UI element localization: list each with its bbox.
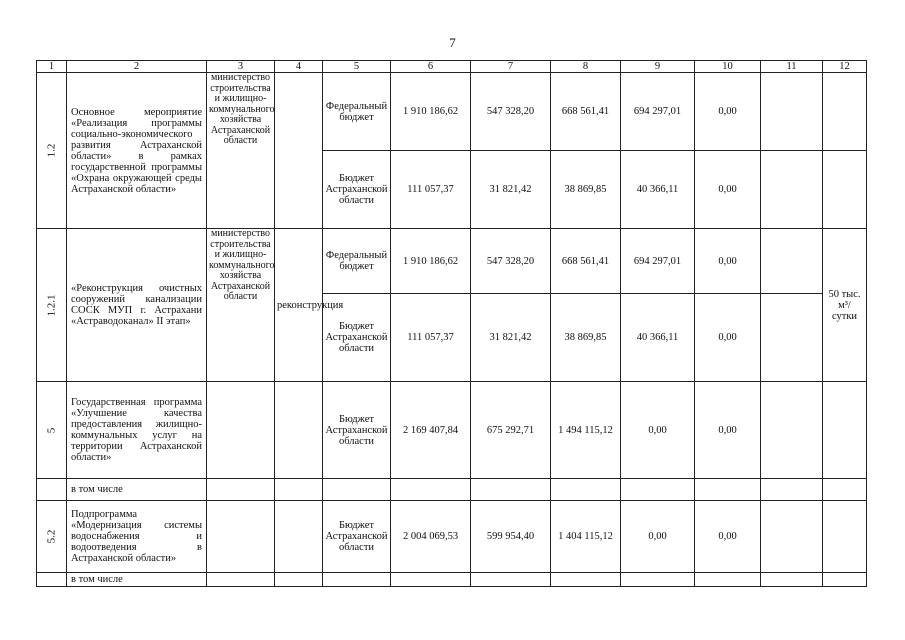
value-cell: 0,00: [695, 294, 761, 382]
empty-cell: [823, 573, 867, 587]
empty-cell: [761, 294, 823, 382]
table-row: [37, 573, 867, 587]
header-row: [37, 61, 867, 73]
empty-cell: [207, 573, 275, 587]
value-cell: 0,00: [695, 229, 761, 294]
row-code-cell: [37, 501, 67, 573]
funding-source: Бюджет Астраханской области: [323, 501, 391, 573]
value-cell: 2 169 407,84: [391, 382, 471, 479]
row-name: Подпрограмма «Модернизация системы водоснабжения и водоотведения в Астраханской области»: [67, 501, 207, 573]
header-cell: 7: [471, 61, 551, 73]
row-code: 5: [45, 427, 57, 433]
empty-cell: [37, 573, 67, 587]
empty-cell: [551, 479, 621, 501]
value-cell: 40 366,11: [621, 151, 695, 229]
funding-source: Бюджет Астраханской области: [323, 382, 391, 479]
empty-cell: [275, 382, 323, 479]
empty-cell: [761, 73, 823, 151]
page-number: 7: [449, 35, 456, 50]
value-cell: 668 561,41: [551, 229, 621, 294]
empty-cell: [761, 479, 823, 501]
value-cell: 1 910 186,62: [391, 229, 471, 294]
value-cell: 694 297,01: [621, 229, 695, 294]
work-type: реконструкция: [275, 229, 323, 382]
empty-cell: [761, 151, 823, 229]
header-cell: 2: [67, 61, 207, 73]
including-label: в том числе: [67, 479, 207, 501]
funding-source: Федеральный бюджет: [323, 73, 391, 151]
header-cell: 5: [323, 61, 391, 73]
row-executor: министерство строительства и жилищно-коммунального хозяйства Астраханской области: [207, 229, 275, 382]
value-cell: 0,00: [621, 382, 695, 479]
value-cell: 1 404 115,12: [551, 501, 621, 573]
header-cell: 1: [37, 61, 67, 73]
row-code-cell: [37, 382, 67, 479]
row-name: «Реконструкция очистных сооружений канализации СОСК МУП г. Астрахани «Астраводоканал» II этап»: [67, 229, 207, 382]
empty-cell: [275, 479, 323, 501]
table-row: [37, 479, 867, 501]
value-cell: 694 297,01: [621, 73, 695, 151]
value-cell: 599 954,40: [471, 501, 551, 573]
empty-cell: [823, 501, 867, 573]
empty-cell: [823, 73, 867, 151]
value-cell: 547 328,20: [471, 73, 551, 151]
value-cell: 675 292,71: [471, 382, 551, 479]
empty-cell: [323, 479, 391, 501]
value-cell: 111 057,37: [391, 294, 471, 382]
value-cell: 111 057,37: [391, 151, 471, 229]
empty-cell: [823, 382, 867, 479]
value-cell: 40 366,11: [621, 294, 695, 382]
table-row: [37, 501, 867, 573]
empty-cell: [207, 501, 275, 573]
row-name: Основное мероприятие «Реализация программы социально-экономического развития Астраханской области» в рамках государственной программы «Охрана окружающей среды Астраханской области»: [67, 73, 207, 229]
empty-cell: [621, 479, 695, 501]
empty-cell: [207, 382, 275, 479]
row-name: Государственная программа «Улучшение качества предоставления жилищно-коммунальных услуг на территории Астраханской области»: [67, 382, 207, 479]
empty-cell: [323, 573, 391, 587]
empty-cell: [391, 479, 471, 501]
empty-cell: [275, 501, 323, 573]
empty-cell: [695, 573, 761, 587]
value-cell: 38 869,85: [551, 294, 621, 382]
header-cell: 11: [761, 61, 823, 73]
row-code: 1.2.1: [45, 294, 57, 316]
row-code: 5.2: [45, 529, 57, 544]
value-cell: 38 869,85: [551, 151, 621, 229]
row-executor: министерство строительства и жилищно-коммунального хозяйства Астраханской области: [207, 73, 275, 229]
funding-source: Федеральный бюджет: [323, 229, 391, 294]
value-cell: 0,00: [695, 382, 761, 479]
empty-cell: [761, 229, 823, 294]
header-cell: 8: [551, 61, 621, 73]
value-cell: 1 494 115,12: [551, 382, 621, 479]
value-cell: 0,00: [695, 151, 761, 229]
empty-cell: [761, 573, 823, 587]
empty-cell: [391, 573, 471, 587]
empty-cell: [695, 479, 761, 501]
table-row: [37, 73, 867, 151]
empty-cell: [621, 573, 695, 587]
table-row: [37, 229, 867, 294]
capacity-result: 50 тыс. м³/ сутки: [823, 229, 867, 382]
value-cell: 668 561,41: [551, 73, 621, 151]
funding-source: Бюджет Астраханской области: [323, 151, 391, 229]
value-cell: 0,00: [621, 501, 695, 573]
empty-cell: [37, 479, 67, 501]
header-cell: 3: [207, 61, 275, 73]
empty-cell: [471, 573, 551, 587]
value-cell: 0,00: [695, 501, 761, 573]
empty-cell: [761, 382, 823, 479]
including-label: в том числе: [67, 573, 207, 587]
value-cell: 0,00: [695, 73, 761, 151]
funding-source: Бюджет Астраханской области: [323, 294, 391, 382]
empty-cell: [275, 73, 323, 229]
header-cell: 4: [275, 61, 323, 73]
header-cell: 10: [695, 61, 761, 73]
value-cell: 1 910 186,62: [391, 73, 471, 151]
empty-cell: [823, 479, 867, 501]
empty-cell: [761, 501, 823, 573]
value-cell: 547 328,20: [471, 229, 551, 294]
header-cell: 9: [621, 61, 695, 73]
header-cell: 6: [391, 61, 471, 73]
empty-cell: [823, 151, 867, 229]
empty-cell: [275, 573, 323, 587]
value-cell: 31 821,42: [471, 151, 551, 229]
value-cell: 31 821,42: [471, 294, 551, 382]
row-code-cell: [37, 73, 67, 229]
table-row: [37, 382, 867, 479]
budget-table: [36, 60, 867, 587]
empty-cell: [551, 573, 621, 587]
header-cell: 12: [823, 61, 867, 73]
value-cell: 2 004 069,53: [391, 501, 471, 573]
row-code-cell: [37, 229, 67, 382]
empty-cell: [207, 479, 275, 501]
row-code: 1.2: [45, 143, 57, 158]
empty-cell: [471, 479, 551, 501]
